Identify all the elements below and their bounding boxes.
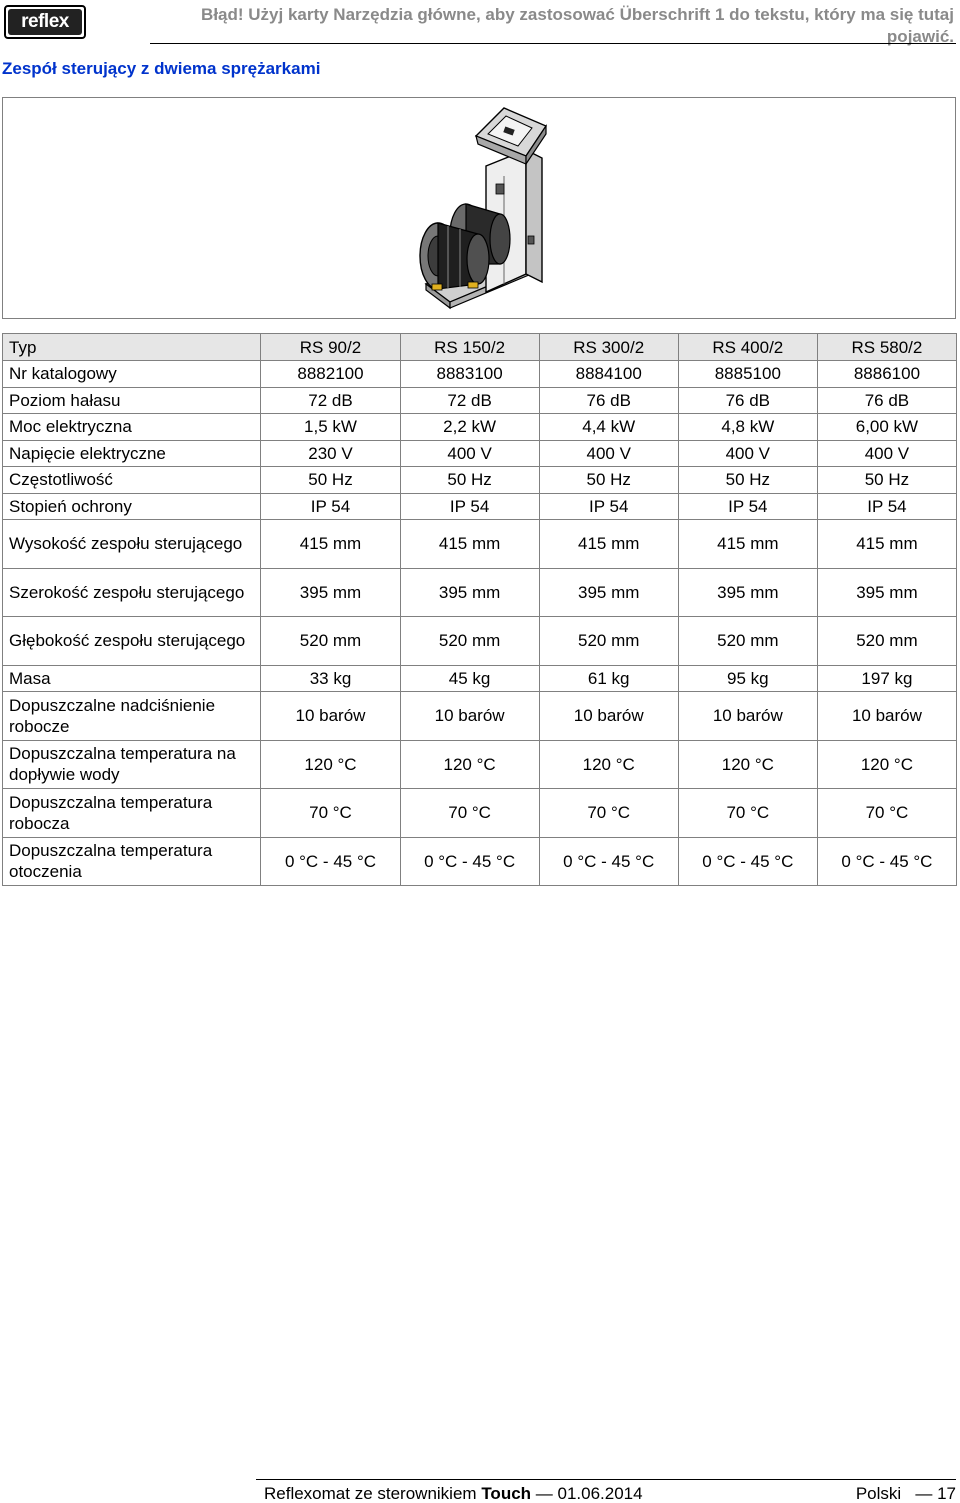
value-cell: 10 barów	[817, 692, 956, 741]
footer-doc-suffix: — 01.06.2014	[531, 1484, 643, 1503]
value-cell: 70 °C	[817, 789, 956, 838]
value-cell: 400 V	[539, 440, 678, 467]
value-cell: 50 Hz	[261, 467, 400, 494]
value-cell: 2,2 kW	[400, 414, 539, 441]
value-cell: 120 °C	[400, 740, 539, 789]
value-cell: 0 °C - 45 °C	[678, 837, 817, 886]
value-cell: 33 kg	[261, 665, 400, 692]
value-cell: IP 54	[817, 493, 956, 520]
table-row	[3, 387, 957, 414]
value-cell: 415 mm	[261, 520, 400, 569]
value-cell: 76 dB	[817, 387, 956, 414]
table-row	[3, 493, 957, 520]
header-cell-model: RS 150/2	[400, 334, 539, 361]
value-cell: 395 mm	[678, 568, 817, 617]
value-cell: IP 54	[678, 493, 817, 520]
value-cell: 520 mm	[678, 617, 817, 666]
value-cell: 6,00 kW	[817, 414, 956, 441]
value-cell: 8884100	[539, 361, 678, 388]
value-cell: 520 mm	[261, 617, 400, 666]
value-cell: 395 mm	[261, 568, 400, 617]
value-cell: 4,4 kW	[539, 414, 678, 441]
table-row	[3, 568, 957, 617]
table-row	[3, 361, 957, 388]
section-title: Zespół sterujący z dwiema sprężarkami	[2, 59, 321, 78]
value-cell: 120 °C	[261, 740, 400, 789]
value-cell: 395 mm	[539, 568, 678, 617]
footer-rule	[256, 1479, 956, 1480]
value-cell: 70 °C	[678, 789, 817, 838]
value-cell: 10 barów	[678, 692, 817, 741]
value-cell: 415 mm	[678, 520, 817, 569]
value-cell: 520 mm	[400, 617, 539, 666]
header-error-text: Błąd! Użyj karty Narzędzia główne, aby zastosować Überschrift 1 do tekstu, który ma się tutaj pojawić.	[201, 5, 954, 46]
value-cell: 400 V	[678, 440, 817, 467]
row-label-cell: Poziom hałasu	[3, 387, 261, 414]
row-label-cell: Masa	[3, 665, 261, 692]
row-label-cell: Głębokość zespołu sterującego	[3, 617, 261, 666]
value-cell: 400 V	[817, 440, 956, 467]
table-row	[3, 520, 957, 569]
table-row	[3, 740, 957, 789]
value-cell: 70 °C	[539, 789, 678, 838]
value-cell: 8885100	[678, 361, 817, 388]
product-figure	[2, 97, 956, 319]
header-cell-model: RS 300/2	[539, 334, 678, 361]
row-label-cell: Dopuszczalna temperatura na dopływie wody	[3, 740, 261, 789]
table-header-row	[3, 334, 957, 361]
value-cell: 10 barów	[261, 692, 400, 741]
value-cell: 120 °C	[817, 740, 956, 789]
row-label-cell: Nr katalogowy	[3, 361, 261, 388]
logo-text: reflex	[8, 9, 82, 35]
value-cell: 50 Hz	[678, 467, 817, 494]
header-rule	[150, 43, 956, 44]
value-cell: 10 barów	[400, 692, 539, 741]
row-label-cell: Dopuszczalna temperatura robocza	[3, 789, 261, 838]
specs-table	[2, 333, 957, 886]
value-cell: 0 °C - 45 °C	[400, 837, 539, 886]
row-label-cell: Stopień ochrony	[3, 493, 261, 520]
value-cell: 415 mm	[400, 520, 539, 569]
table-row	[3, 789, 957, 838]
value-cell: 120 °C	[678, 740, 817, 789]
footer-document-info	[264, 1483, 643, 1503]
value-cell: IP 54	[400, 493, 539, 520]
value-cell: 70 °C	[400, 789, 539, 838]
value-cell: IP 54	[261, 493, 400, 520]
row-label-cell: Dopuszczalne nadciśnienie robocze	[3, 692, 261, 741]
footer-doc-bold: Touch	[481, 1484, 532, 1503]
row-label-cell: Częstotliwość	[3, 467, 261, 494]
value-cell: 230 V	[261, 440, 400, 467]
value-cell: 520 mm	[817, 617, 956, 666]
table-row	[3, 440, 957, 467]
value-cell: 50 Hz	[817, 467, 956, 494]
value-cell: 76 dB	[678, 387, 817, 414]
compressor-unit-illustration	[408, 106, 558, 312]
value-cell: 197 kg	[817, 665, 956, 692]
value-cell: 0 °C - 45 °C	[261, 837, 400, 886]
value-cell: 1,5 kW	[261, 414, 400, 441]
table-row	[3, 617, 957, 666]
value-cell: 415 mm	[817, 520, 956, 569]
value-cell: 95 kg	[678, 665, 817, 692]
table-row	[3, 467, 957, 494]
row-label-cell: Moc elektryczna	[3, 414, 261, 441]
value-cell: 395 mm	[817, 568, 956, 617]
footer-doc-prefix: Reflexomat ze sterownikiem	[264, 1484, 482, 1503]
row-label-cell: Wysokość zespołu sterującego	[3, 520, 261, 569]
page-number: 17	[937, 1484, 956, 1503]
header-cell-model: RS 90/2	[261, 334, 400, 361]
table-row	[3, 837, 957, 886]
reflex-logo	[4, 5, 86, 39]
table-row	[3, 414, 957, 441]
row-label-cell: Dopuszczalna temperatura otoczenia	[3, 837, 261, 886]
value-cell: 120 °C	[539, 740, 678, 789]
header-cell-type: Typ	[3, 334, 261, 361]
value-cell: 45 kg	[400, 665, 539, 692]
footer-separator: —	[915, 1484, 933, 1503]
value-cell: 8886100	[817, 361, 956, 388]
footer-page-info	[856, 1483, 956, 1503]
value-cell: 8882100	[261, 361, 400, 388]
value-cell: 0 °C - 45 °C	[539, 837, 678, 886]
value-cell: 72 dB	[400, 387, 539, 414]
value-cell: 70 °C	[261, 789, 400, 838]
value-cell: 400 V	[400, 440, 539, 467]
table-row	[3, 665, 957, 692]
table-row	[3, 692, 957, 741]
footer-language: Polski	[855, 1484, 902, 1503]
value-cell: 0 °C - 45 °C	[817, 837, 956, 886]
value-cell: 72 dB	[261, 387, 400, 414]
header-cell-model: RS 580/2	[817, 334, 956, 361]
header-cell-model: RS 400/2	[678, 334, 817, 361]
value-cell: 50 Hz	[400, 467, 539, 494]
value-cell: 61 kg	[539, 665, 678, 692]
value-cell: 50 Hz	[539, 467, 678, 494]
value-cell: 76 dB	[539, 387, 678, 414]
value-cell: 8883100	[400, 361, 539, 388]
value-cell: 395 mm	[400, 568, 539, 617]
value-cell: 415 mm	[539, 520, 678, 569]
value-cell: 4,8 kW	[678, 414, 817, 441]
value-cell: 10 barów	[539, 692, 678, 741]
value-cell: IP 54	[539, 493, 678, 520]
row-label-cell: Napięcie elektryczne	[3, 440, 261, 467]
value-cell: 520 mm	[539, 617, 678, 666]
row-label-cell: Szerokość zespołu sterującego	[3, 568, 261, 617]
